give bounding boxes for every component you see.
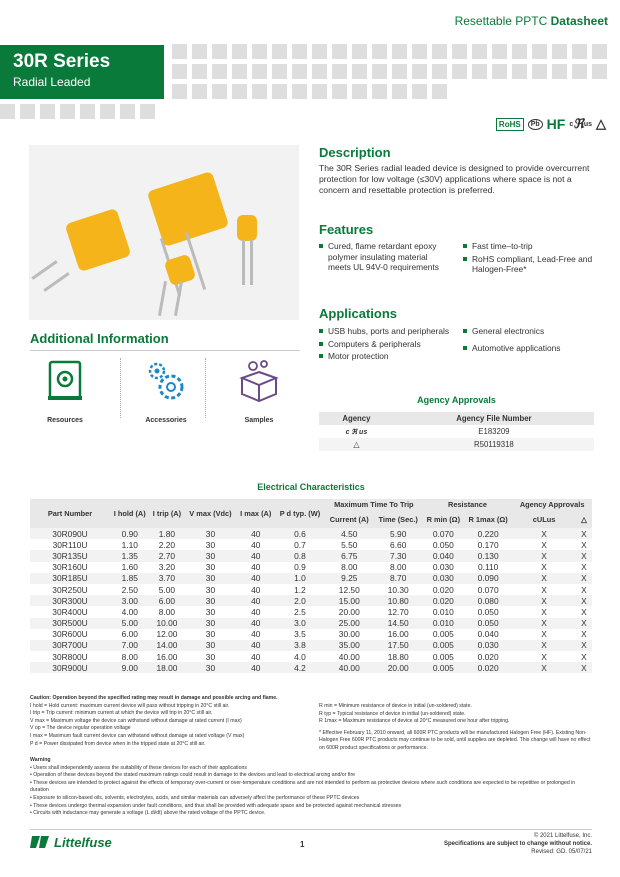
- part-number-cell: 30R110U: [52, 539, 88, 550]
- agency-approvals-heading: Agency Approvals: [417, 395, 496, 405]
- part-number-header: Part Number: [30, 499, 110, 528]
- table-cell: 9.00: [110, 662, 149, 673]
- agency-table: [319, 412, 594, 451]
- table-cell: 0.040: [423, 550, 464, 561]
- table-cell: 0.170: [477, 539, 499, 550]
- tuv-logo: △: [576, 510, 592, 528]
- table-cell: X: [541, 584, 547, 595]
- additional-info-heading: Additional Information: [30, 331, 169, 346]
- r1max-header: R 1max (Ω): [464, 510, 512, 528]
- ul-logo: c ℜ us: [345, 428, 368, 436]
- warning-item: • Users shall independently assess the suitability of these devices for each of their applications: [30, 764, 247, 771]
- accessories-icon[interactable]: [143, 358, 189, 404]
- table-cell: 0.050: [477, 606, 499, 617]
- table-cell: 0.110: [477, 562, 499, 573]
- part-number-cell: 30R600U: [52, 629, 88, 640]
- table-cell: 14.50: [374, 618, 423, 629]
- table-cell: 0.020: [432, 584, 454, 595]
- page-number: 1: [300, 840, 305, 849]
- note-item: R 1max = Maximum resistance of device at 20°C measured one hour after tripping.: [319, 718, 510, 725]
- table-cell: 4.50: [325, 528, 374, 539]
- table-cell: 7.00: [110, 640, 149, 651]
- divider: [30, 350, 300, 351]
- table-cell: 3.5: [294, 629, 306, 640]
- table-cell: X: [541, 606, 547, 617]
- footer-divider: [30, 829, 592, 830]
- table-row: [30, 573, 592, 584]
- table-row: [30, 606, 592, 617]
- part-number-cell: 30R300U: [30, 595, 110, 606]
- electrical-heading: Electrical Characteristics: [257, 482, 365, 492]
- table-row: [30, 584, 592, 595]
- table-cell: 30: [205, 562, 216, 573]
- note-item: V op = The device regular operation voltage: [30, 725, 131, 732]
- tuv-logo: △: [319, 438, 394, 451]
- table-row: [30, 651, 592, 662]
- table-cell: 18.80: [387, 651, 409, 662]
- agency-col-header: Agency: [319, 412, 394, 425]
- table-cell: 10.30: [387, 584, 409, 595]
- table-cell: 5.90: [374, 528, 423, 539]
- table-row: [30, 528, 592, 539]
- accessories-label[interactable]: Accessories: [145, 417, 187, 424]
- electrical-table: [30, 499, 592, 673]
- part-number-cell: 30R400U: [52, 606, 88, 617]
- table-cell: X: [576, 528, 592, 539]
- list-item: Cured, flame retardant epoxy polymer insulating material meets UL 94V-0 requirements: [319, 241, 449, 273]
- ihold-header: I hold (A): [110, 499, 149, 528]
- table-cell: 10.00: [149, 618, 184, 629]
- table-cell: X: [576, 662, 592, 673]
- resistance-header: Resistance: [423, 499, 513, 510]
- series-title: 30R Series: [13, 51, 111, 72]
- table-cell: X: [576, 640, 592, 651]
- table-cell: X: [512, 618, 576, 629]
- ul-logo: cULus: [512, 510, 576, 528]
- table-cell: 1.2: [294, 584, 306, 595]
- table-cell: 12.70: [387, 606, 409, 617]
- table-cell: 2.70: [149, 550, 184, 561]
- note-caution: Caution: Operation beyond the specified rating may result in damage and possible arcing and flame.: [30, 695, 278, 701]
- table-cell: X: [512, 550, 576, 561]
- table-cell: X: [581, 562, 587, 573]
- table-cell: 3.0: [275, 618, 325, 629]
- table-cell: 1.85: [110, 573, 149, 584]
- table-cell: 30: [184, 640, 236, 651]
- table-cell: 5.00: [158, 584, 176, 595]
- table-cell: X: [576, 618, 592, 629]
- warning-item: • These devices are intended to protect against the effects of temporary over-current or over-temperature conditions and are not intended to perform as protective devices where such conditions are expected to be repetitive or prolonged in duration: [30, 779, 576, 794]
- table-cell: 0.020: [464, 662, 512, 673]
- table-cell: 8.00: [121, 651, 138, 662]
- table-cell: 35.00: [325, 640, 374, 651]
- part-number-cell: 30R800U: [52, 651, 88, 662]
- table-cell: 15.00: [325, 595, 374, 606]
- littelfuse-mark-icon: [30, 834, 50, 850]
- table-cell: X: [541, 562, 547, 573]
- warning-item: • Circuits with inductance may generate a voltage (L di/dt) above the rated voltage of the PPTC device.: [30, 810, 266, 817]
- list-item: Computers & peripherals: [319, 339, 454, 350]
- table-cell: 40: [251, 651, 261, 662]
- list-item: USB hubs, ports and peripherals: [319, 326, 454, 337]
- max-time-header: Maximum Time To Trip: [325, 499, 423, 510]
- table-cell: 40: [251, 584, 261, 595]
- note-item: I hold = Hold current: maximum current device will pass without tripping in 20°C still air.: [30, 702, 230, 709]
- doc-type-title: Resettable PPTC Datasheet: [454, 14, 608, 28]
- features-list-right: [463, 241, 593, 277]
- itrip-header: I trip (A): [149, 499, 184, 528]
- warning-title: Warning: [30, 757, 51, 763]
- table-row: c ℜ us E183209: [319, 425, 594, 438]
- table-cell: X: [541, 651, 547, 662]
- table-cell: 0.90: [110, 528, 149, 539]
- table-cell: 30: [184, 573, 236, 584]
- warning-item: • Exposure to silicon-based oils, solvents, electrolytes, acids, and similar materials can adversely affect the performance of these PPTC devices: [30, 794, 360, 801]
- warning-section: [30, 757, 592, 818]
- table-cell: 9.25: [325, 573, 374, 584]
- table-cell: 12.00: [156, 629, 178, 640]
- table-cell: X: [581, 539, 587, 550]
- table-cell: 40: [251, 562, 261, 573]
- device-tiny: [237, 215, 257, 241]
- table-cell: 6.00: [121, 629, 138, 640]
- table-cell: 20.00: [374, 662, 423, 673]
- certification-logos: [496, 116, 606, 132]
- table-cell: 25.00: [325, 618, 374, 629]
- table-cell: X: [512, 573, 576, 584]
- footer-notice: © 2021 Littelfuse, Inc. Specifications are subject to change without notice. Revised: GD. 05/07/21: [443, 833, 592, 855]
- table-cell: 0.010: [423, 618, 464, 629]
- table-cell: 40: [251, 606, 261, 617]
- table-row: △ R50119318: [319, 438, 594, 451]
- table-cell: 0.9: [294, 562, 306, 573]
- note-item: R typ = Typical resistance of device in initial (un-soldered) state.: [319, 710, 466, 717]
- ul-logo: c ℜ us: [569, 116, 592, 131]
- product-photo: [29, 145, 299, 320]
- table-cell: 2.50: [121, 584, 138, 595]
- table-cell: 8.00: [158, 606, 176, 617]
- resources-icon[interactable]: [42, 358, 88, 404]
- table-cell: 0.005: [432, 651, 454, 662]
- table-cell: 0.030: [432, 562, 454, 573]
- vmax-header: V max (Vdc): [184, 499, 236, 528]
- table-cell: 16.00: [156, 651, 178, 662]
- lead-free-logo: Pb: [528, 119, 543, 130]
- table-cell: 2.5: [294, 606, 306, 617]
- time-header: Time (Sec.): [374, 510, 423, 528]
- table-row: [30, 640, 592, 651]
- table-cell: 30: [184, 618, 236, 629]
- warning-item: • Operation of these devices beyond the stated maximum ratings could result in damage to the devices and lead to electrical arcing and/or fire: [30, 772, 356, 779]
- table-cell: 4.00: [121, 606, 138, 617]
- table-cell: X: [512, 640, 576, 651]
- list-item: Automotive applications: [463, 343, 593, 354]
- table-row: [30, 629, 592, 640]
- note-item: P d = Power dissipated from device when in the tripped state at 20°C still air.: [30, 740, 206, 747]
- series-subtitle: Radial Leaded: [13, 75, 91, 89]
- applications-heading: Applications: [319, 306, 398, 321]
- table-cell: 6.00: [149, 595, 184, 606]
- table-cell: 0.005: [432, 629, 454, 640]
- table-row: [30, 618, 592, 629]
- list-item: RoHS compliant, Lead-Free and Halogen-Free*: [463, 254, 593, 275]
- table-cell: 0.040: [477, 629, 499, 640]
- table-cell: 18.00: [149, 662, 184, 673]
- description-heading: Description: [319, 145, 391, 160]
- table-cell: 10.80: [374, 595, 423, 606]
- current-header: Current (A): [325, 510, 374, 528]
- littelfuse-logo: Littelfuse: [30, 834, 112, 850]
- table-cell: 1.80: [149, 528, 184, 539]
- table-cell: 3.8: [275, 640, 325, 651]
- table-cell: X: [576, 595, 592, 606]
- table-cell: 40: [237, 662, 275, 673]
- table-cell: 0.050: [432, 539, 454, 550]
- table-cell: 2.20: [158, 539, 176, 550]
- part-number-cell: 30R500U: [30, 618, 110, 629]
- table-row: [30, 662, 592, 673]
- part-number-cell: 30R700U: [30, 640, 110, 651]
- notes-right: [319, 703, 594, 753]
- note-item: V max = Maximum voltage the device can withstand without damage at rated current (I max): [30, 717, 242, 724]
- table-cell: 20.00: [338, 606, 360, 617]
- table-cell: X: [512, 595, 576, 606]
- table-cell: 0.070: [423, 528, 464, 539]
- table-cell: X: [512, 662, 576, 673]
- table-row: [30, 550, 592, 561]
- part-number-cell: 30R185U: [30, 573, 110, 584]
- table-cell: 0.030: [423, 573, 464, 584]
- table-cell: 0.050: [464, 618, 512, 629]
- features-heading: Features: [319, 222, 374, 237]
- table-cell: 0.010: [432, 606, 454, 617]
- table-cell: 0.030: [464, 640, 512, 651]
- table-cell: 5.00: [110, 618, 149, 629]
- table-cell: 30: [184, 528, 236, 539]
- divider: [120, 358, 121, 418]
- table-cell: 0.8: [275, 550, 325, 561]
- table-cell: 3.20: [158, 562, 176, 573]
- rmin-header: R min (Ω): [423, 510, 464, 528]
- series-banner: [0, 45, 164, 99]
- table-cell: 4.2: [275, 662, 325, 673]
- table-cell: 1.10: [121, 539, 138, 550]
- table-cell: 30: [205, 539, 216, 550]
- part-number-cell: 30R900U: [30, 662, 110, 673]
- table-cell: X: [581, 606, 587, 617]
- table-cell: 0.6: [275, 528, 325, 539]
- part-number-cell: 30R090U: [30, 528, 110, 539]
- table-cell: X: [576, 550, 592, 561]
- device-medium: [65, 208, 132, 272]
- part-number-cell: 30R135U: [30, 550, 110, 561]
- pd-header: P d typ. (W): [275, 499, 325, 528]
- table-row: [30, 562, 592, 573]
- resources-label[interactable]: Resources: [47, 417, 83, 424]
- table-cell: 0.220: [464, 528, 512, 539]
- file-col-header: Agency File Number: [394, 412, 594, 425]
- table-cell: 40.00: [338, 651, 360, 662]
- table-cell: 6.60: [390, 539, 407, 550]
- table-cell: 8.00: [341, 562, 358, 573]
- table-cell: 0.7: [294, 539, 306, 550]
- table-cell: 0.130: [464, 550, 512, 561]
- table-cell: 4.0: [294, 651, 306, 662]
- table-cell: X: [576, 573, 592, 584]
- table-cell: 16.00: [387, 629, 409, 640]
- part-number-cell: 30R250U: [52, 584, 88, 595]
- table-cell: 2.0: [275, 595, 325, 606]
- table-cell: 30: [205, 584, 216, 595]
- table-cell: 40: [237, 595, 275, 606]
- table-cell: 30: [205, 651, 216, 662]
- table-cell: 30: [184, 550, 236, 561]
- table-cell: 0.005: [423, 640, 464, 651]
- table-cell: 30: [184, 595, 236, 606]
- table-cell: 5.50: [341, 539, 358, 550]
- table-cell: 30: [184, 662, 236, 673]
- note-item: I max = Maximum fault current device can withstand without damage at rated voltage (V max): [30, 732, 245, 739]
- divider: [205, 358, 206, 418]
- table-cell: 40: [237, 528, 275, 539]
- table-cell: 8.00: [390, 562, 407, 573]
- note-item: I trip = Trip current: minimum current at which the device will trip in 20°C still air.: [30, 710, 213, 717]
- halogen-free-logo: HF: [546, 116, 566, 132]
- applications-list-right: [463, 326, 593, 355]
- table-cell: 30.00: [338, 629, 360, 640]
- notes-left: [30, 695, 300, 748]
- tuv-logo: △: [596, 116, 606, 131]
- table-cell: X: [581, 584, 587, 595]
- table-cell: X: [581, 629, 587, 640]
- table-cell: 14.00: [149, 640, 184, 651]
- table-cell: 1.35: [110, 550, 149, 561]
- samples-icon[interactable]: [236, 358, 282, 404]
- table-cell: 0.005: [423, 662, 464, 673]
- agency-approvals-header: Agency Approvals: [512, 499, 592, 510]
- table-cell: 0.080: [464, 595, 512, 606]
- table-cell: X: [512, 528, 576, 539]
- table-cell: 17.50: [374, 640, 423, 651]
- table-cell: 30: [205, 606, 216, 617]
- part-number-cell: 30R160U: [52, 562, 88, 573]
- note-item: R min = Minimum resistance of device in initial (un-soldered) state.: [319, 703, 472, 709]
- table-cell: X: [581, 651, 587, 662]
- table-cell: 30: [205, 629, 216, 640]
- table-cell: 6.75: [325, 550, 374, 561]
- table-cell: 40: [237, 618, 275, 629]
- rohs-logo: RoHS: [496, 118, 524, 131]
- imax-header: I max (A): [237, 499, 275, 528]
- table-cell: 7.30: [374, 550, 423, 561]
- table-cell: 1.60: [121, 562, 138, 573]
- warning-item: • These devices undergo thermal expansion under fault conditions, and thus shall be provided with adequate space and be protected against mechanical stresses: [30, 802, 402, 809]
- table-cell: 40: [237, 573, 275, 584]
- samples-label[interactable]: Samples: [244, 417, 274, 424]
- table-cell: 12.50: [338, 584, 360, 595]
- table-cell: 3.00: [110, 595, 149, 606]
- list-item: General electronics: [463, 326, 593, 337]
- table-cell: 40: [237, 550, 275, 561]
- table-cell: 40: [251, 629, 261, 640]
- table-cell: 1.0: [275, 573, 325, 584]
- table-cell: 0.020: [477, 651, 499, 662]
- note-item: * Effective February 11, 2010 onward, all 600R PTC products will be manufactured Halogen Free (HF). Existing Non-Halogen Free 600R PTC products may continue to be sold, until supplies are depleted. This change will have no effect on 600R product specifications or performance.: [319, 729, 591, 751]
- table-cell: 40: [251, 539, 261, 550]
- description-text: The 30R Series radial leaded device is designed to provide overcurrent protection for low voltage (≤30V) applications where space is not a concern and resettable protection is preferred.: [319, 163, 590, 195]
- table-row: [30, 539, 592, 550]
- table-cell: 0.020: [423, 595, 464, 606]
- table-row: [30, 595, 592, 606]
- table-cell: X: [541, 629, 547, 640]
- list-item: Motor protection: [319, 351, 454, 362]
- table-cell: 40: [237, 640, 275, 651]
- table-cell: X: [541, 539, 547, 550]
- features-list-left: [319, 241, 449, 275]
- table-cell: 8.70: [374, 573, 423, 584]
- table-cell: 0.070: [477, 584, 499, 595]
- table-cell: 40.00: [325, 662, 374, 673]
- table-cell: 0.090: [464, 573, 512, 584]
- applications-list-left: [319, 326, 454, 364]
- table-cell: 3.70: [149, 573, 184, 584]
- list-item: Fast time–to-trip: [463, 241, 593, 252]
